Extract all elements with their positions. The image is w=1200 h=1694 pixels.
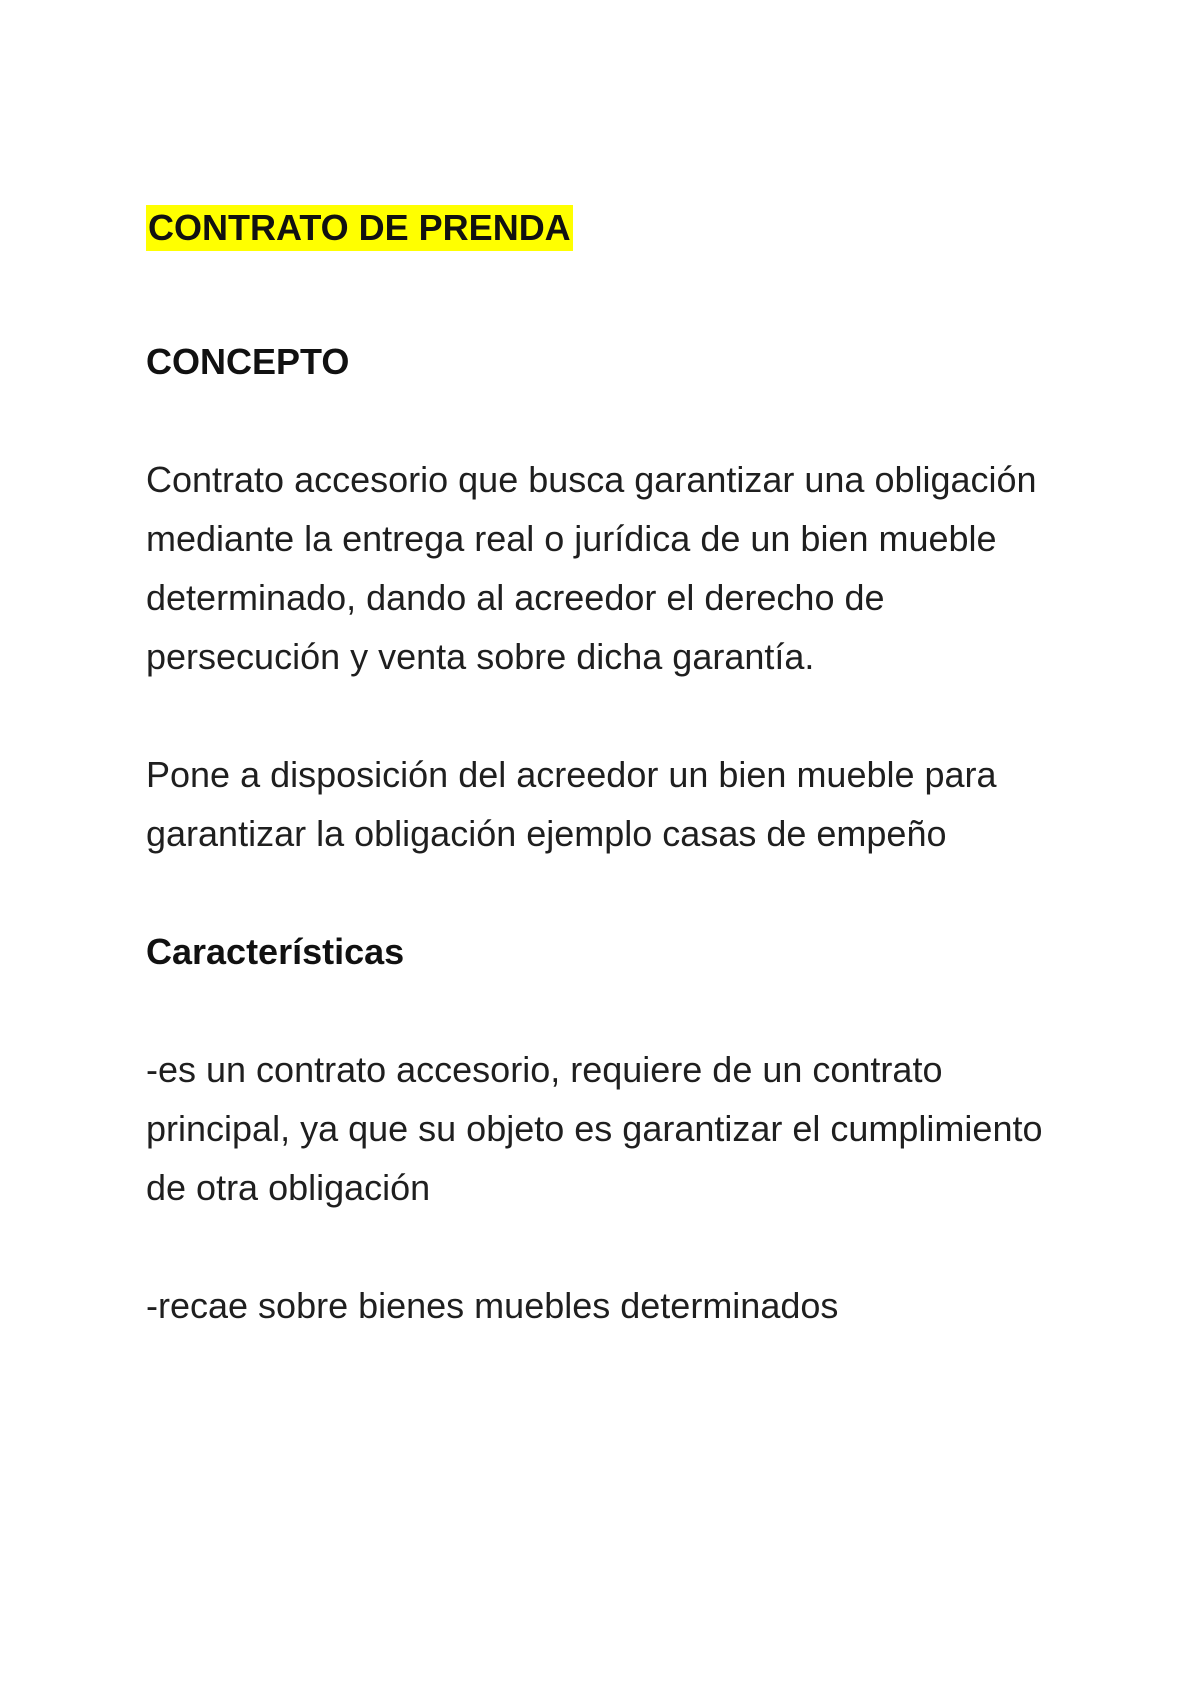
characteristic-item: -es un contrato accesorio, requiere de un contrato principal, ya que su objeto es garantizar el cumplimiento de otra obligación xyxy=(146,1049,1043,1208)
spacer xyxy=(146,391,1086,450)
spacer xyxy=(146,981,1086,1040)
spacer xyxy=(146,863,1086,922)
spacer xyxy=(146,1217,1086,1276)
characteristics-heading: Características xyxy=(146,931,405,972)
concept-paragraph: Contrato accesorio que busca garantizar una obligación mediante la entrega real o jurídica de un bien mueble determinado, dando al acreedor el derecho de persecución y venta sobre dicha garantía. xyxy=(146,459,1037,677)
document-content xyxy=(146,198,1086,1335)
spacer xyxy=(146,686,1086,745)
document-title: CONTRATO DE PRENDA xyxy=(146,205,573,251)
concept-paragraph: Pone a disposición del acreedor un bien mueble para garantizar la obligación ejemplo casas de empeño xyxy=(146,754,997,854)
concept-heading: CONCEPTO xyxy=(146,341,350,382)
characteristic-item: -recae sobre bienes muebles determinados xyxy=(146,1285,839,1326)
spacer xyxy=(146,257,1086,332)
